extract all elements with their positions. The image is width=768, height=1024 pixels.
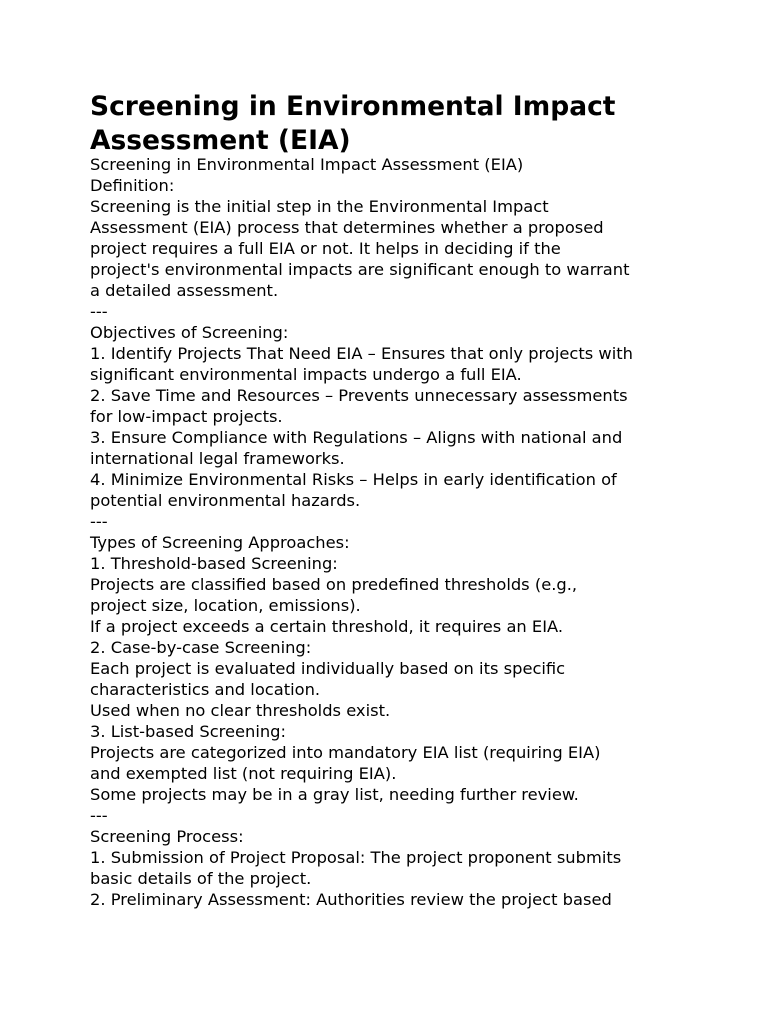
body-line: project requires a full EIA or not. It helps in deciding if the — [90, 239, 561, 258]
document-body — [90, 154, 690, 910]
body-line: for low-impact projects. — [90, 407, 283, 426]
body-line: Definition: — [90, 176, 175, 195]
body-line: If a project exceeds a certain threshold, it requires an EIA. — [90, 617, 564, 636]
body-line: basic details of the project. — [90, 869, 312, 888]
body-line: 2. Save Time and Resources – Prevents unnecessary assessments — [90, 386, 628, 405]
body-line: Each project is evaluated individually based on its specific — [90, 659, 566, 678]
body-line: Projects are categorized into mandatory EIA list (requiring EIA) — [90, 743, 601, 762]
body-line: Used when no clear thresholds exist. — [90, 701, 391, 720]
body-line: Assessment (EIA) process that determines whether a proposed — [90, 218, 604, 237]
body-line: potential environmental hazards. — [90, 491, 361, 510]
body-line: Projects are classified based on predefined thresholds (e.g., — [90, 575, 578, 594]
section-heading: Types of Screening Approaches: — [90, 533, 350, 552]
section-divider: --- — [90, 512, 108, 531]
body-line: 3. Ensure Compliance with Regulations – Aligns with national and — [90, 428, 623, 447]
document-title-line: Assessment (EIA) — [90, 125, 351, 156]
body-line: 2. Case-by-case Screening: — [90, 638, 312, 657]
body-line: 1. Submission of Project Proposal: The project proponent submits — [90, 848, 622, 867]
section-divider: --- — [90, 806, 108, 825]
body-line: 4. Minimize Environmental Risks – Helps in early identification of — [90, 470, 617, 489]
body-line: international legal frameworks. — [90, 449, 345, 468]
body-line: 2. Preliminary Assessment: Authorities review the project based — [90, 890, 612, 909]
body-line: 3. List-based Screening: — [90, 722, 287, 741]
body-line: Screening in Environmental Impact Assessment (EIA) — [90, 155, 524, 174]
body-line: a detailed assessment. — [90, 281, 279, 300]
body-line: Screening is the initial step in the Environmental Impact — [90, 197, 549, 216]
body-line: and exempted list (not requiring EIA). — [90, 764, 397, 783]
body-line: characteristics and location. — [90, 680, 321, 699]
document-title-line: Screening in Environmental Impact — [90, 91, 616, 122]
section-divider: --- — [90, 302, 108, 321]
body-line: 1. Identify Projects That Need EIA – Ensures that only projects with — [90, 344, 633, 363]
section-heading: Screening Process: — [90, 827, 244, 846]
document-content — [90, 90, 690, 910]
document-title — [90, 90, 690, 158]
section-heading: Objectives of Screening: — [90, 323, 289, 342]
body-line: Some projects may be in a gray list, needing further review. — [90, 785, 579, 804]
body-line: significant environmental impacts undergo a full EIA. — [90, 365, 522, 384]
body-line: 1. Threshold-based Screening: — [90, 554, 338, 573]
body-line: project's environmental impacts are significant enough to warrant — [90, 260, 630, 279]
body-line: project size, location, emissions). — [90, 596, 361, 615]
